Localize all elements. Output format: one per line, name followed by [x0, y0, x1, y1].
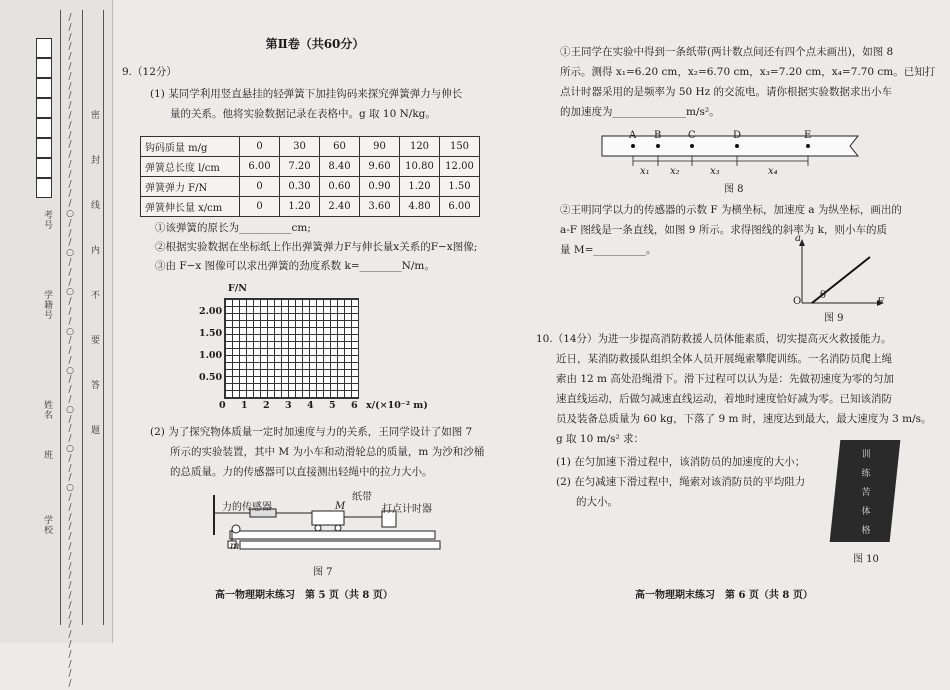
graph-paper[interactable]	[224, 298, 359, 399]
q10-line3: 索由 12 m 高处沿绳滑下。滑下过程可以认为是：先做初速度为零的匀加	[556, 373, 894, 385]
table-base	[240, 541, 440, 549]
margin-rule-2	[82, 10, 83, 625]
point-label: D	[733, 130, 742, 141]
q9-r1-line3: 点计时器采用的是频率为 50 Hz 的交流电。请你根据实验数据求出小车	[560, 86, 893, 98]
track-board	[230, 531, 435, 539]
a-axis-label: a	[795, 233, 801, 244]
table-cell: 3.60	[360, 197, 400, 217]
cart-mass-label: M	[335, 501, 346, 512]
graph-x-label: x/(×10⁻² m)	[366, 400, 428, 411]
segment-label: x₂	[670, 166, 680, 177]
table-cell: 12.00	[440, 157, 480, 177]
figure-9-caption: 图 9	[824, 313, 844, 324]
q9-part2-line1: (2) 为了探究物体质量一定时加速度与力的关系，王同学设计了如图 7	[150, 426, 473, 438]
figure-9-graph	[790, 237, 885, 312]
table-cell: 8.40	[320, 157, 360, 177]
table-cell: 1.50	[440, 177, 480, 197]
left-page-footer: 高一物理期末练习 第 5 页（共 8 页）	[215, 590, 393, 601]
table-cell: 150	[440, 137, 480, 157]
point-label: E	[804, 130, 812, 141]
q10-line6: g 取 10 m/s² 求：	[556, 433, 645, 445]
margin-rule-1	[60, 10, 61, 625]
q9-head: 9.（12分）	[122, 66, 177, 78]
banner-char: 练	[861, 469, 871, 479]
figure-7-caption: 图 7	[313, 567, 333, 578]
y-tick: 1.00	[199, 350, 223, 361]
tape-point	[806, 144, 810, 148]
table-row	[141, 157, 480, 177]
table-cell: 9.60	[360, 157, 400, 177]
q10-line5: 员及装备总质量为 60 kg，下落了 9 m 时，速度达到最大，最大速度为 3 m/s。	[556, 413, 932, 425]
table-cell: 4.80	[400, 197, 440, 217]
table-cell: 2.40	[320, 197, 360, 217]
segment-label: x₃	[710, 166, 720, 177]
q10-sub2-line2: 的大小。	[576, 496, 618, 508]
q9-step2: ②根据实验数据在坐标纸上作出弹簧弹力F与伸长量x关系的F−x图像;	[155, 241, 478, 253]
point-label: B	[654, 130, 662, 141]
table-cell: 60	[320, 137, 360, 157]
banner-char: 格	[861, 526, 871, 536]
figure-10-banner	[846, 446, 886, 541]
table-cell: 0	[240, 177, 280, 197]
point-label: A	[629, 130, 637, 141]
school-label: 学校	[42, 515, 52, 535]
number-box[interactable]	[36, 98, 52, 118]
table-cell: 120	[400, 137, 440, 157]
q9-step3: ③由 F−x 图像可以求出弹簧的劲度系数 k=________N/m。	[155, 260, 435, 272]
q10-line2: 近日，某消防救援队组织全体人员开展绳索攀爬训练。一名消防员爬上绳	[556, 353, 892, 365]
table-cell: 弹簧弹力 F/N	[141, 177, 240, 197]
tape-point	[631, 144, 635, 148]
table-cell: 弹簧总长度 l/cm	[141, 157, 240, 177]
number-box[interactable]	[36, 118, 52, 138]
sensor-label: 力的传感器	[222, 502, 272, 513]
tape-strip	[602, 136, 858, 156]
cart-wheel	[335, 525, 341, 531]
q9-r1-line2: 所示。测得 x₁=6.20 cm，x₂=6.70 cm，x₃=7.20 cm，x₄=7.70 cm。已知打	[560, 66, 936, 78]
q10-line4: 速直线运动，后做匀减速直线运动，着地时速度恰好减为零。已知该消防	[556, 393, 892, 405]
table-cell: 0.90	[360, 177, 400, 197]
name-label: 姓名	[42, 400, 52, 420]
x-tick: 4	[307, 400, 314, 411]
spring-data-table	[140, 136, 480, 217]
q9-part1-line2: 量的关系。他将实验数据记录在表格中。g 取 10 N/kg。	[170, 108, 436, 120]
x-tick: 5	[329, 400, 336, 411]
number-box[interactable]	[36, 178, 52, 198]
segment-label: x₄	[768, 166, 778, 177]
q9-part2-line3: 的总质量。力的传感器可以直接测出轻绳中的拉力大小。	[170, 466, 433, 478]
table-row	[141, 197, 480, 217]
table-cell: 6.00	[440, 197, 480, 217]
q9-r1-line1: ①王同学在实验中得到一条纸带(两计数点间还有四个点未画出)，如图 8	[560, 46, 894, 58]
table-cell: 10.80	[400, 157, 440, 177]
x-tick: 0	[219, 400, 226, 411]
q10-sub2-line1: (2) 在匀减速下滑过程中，绳索对该消防员的平均阻力	[556, 476, 806, 488]
origin-label: O	[793, 296, 802, 307]
cart	[312, 511, 344, 525]
y-tick: 1.50	[199, 328, 223, 339]
table-cell: 0	[240, 197, 280, 217]
right-page-footer: 高一物理期末练习 第 6 页（共 8 页）	[635, 590, 813, 601]
number-box[interactable]	[36, 78, 52, 98]
table-cell: 0.30	[280, 177, 320, 197]
timer-label: 打点计时器	[382, 504, 432, 515]
number-box[interactable]	[36, 38, 52, 58]
x-tick: 1	[241, 400, 248, 411]
number-box[interactable]	[36, 158, 52, 178]
q9-r1-line4: 的加速度为______________m/s²。	[560, 106, 720, 118]
figure-8-caption: 图 8	[724, 184, 744, 195]
student-id-label: 学籍号	[42, 290, 52, 320]
number-box[interactable]	[36, 138, 52, 158]
tape-label: 纸带	[352, 492, 372, 503]
seat-number-label: 考号	[42, 210, 52, 230]
table-cell: 0.60	[320, 177, 360, 197]
y-tick: 0.50	[199, 372, 223, 383]
margin-rule-3	[103, 10, 104, 625]
table-cell: 钩码质量 m/g	[141, 137, 240, 157]
banner-char: 训	[861, 450, 871, 460]
q10-sub1: (1) 在匀加速下滑过程中，该消防员的加速度的大小；	[556, 456, 806, 468]
x-tick: 3	[285, 400, 292, 411]
q10-line1: 10.（14分）为进一步提高消防救援人员体能素质，切实提高灭火救援能力。	[536, 333, 892, 345]
bucket-mass-label: m	[230, 541, 240, 552]
number-box[interactable]	[36, 58, 52, 78]
point-label: C	[688, 130, 696, 141]
class-label: 班	[42, 450, 52, 460]
q9-r2-line3: 量 M=__________。	[560, 244, 657, 256]
q9-step1: ①该弹簧的原长为__________cm;	[155, 222, 311, 234]
segment-label: x₁	[640, 166, 650, 177]
table-cell: 0	[240, 137, 280, 157]
tape-point	[690, 144, 694, 148]
x-tick: 6	[351, 400, 358, 411]
table-cell: 1.20	[280, 197, 320, 217]
table-cell: 1.20	[400, 177, 440, 197]
table-cell: 7.20	[280, 157, 320, 177]
x-tick: 2	[263, 400, 270, 411]
graph-y-label: F/N	[228, 283, 247, 294]
q9-r2-line2: a-F 图线是一条直线，如图 9 所示。求得图线的斜率为 k，则小车的质	[560, 224, 887, 236]
f-axis-label: F	[877, 297, 884, 308]
q9-part2-line2: 所示的实验装置，其中 M 为小车和动滑轮总的质量，m 为沙和沙桶	[170, 446, 485, 458]
cart-wheel	[315, 525, 321, 531]
table-row	[141, 137, 480, 157]
tape-point	[656, 144, 660, 148]
table-cell: 弹簧伸长量 x/cm	[141, 197, 240, 217]
figure-10-caption: 图 10	[853, 554, 879, 565]
tape-point	[735, 144, 739, 148]
table-cell: 90	[360, 137, 400, 157]
table-cell: 30	[280, 137, 320, 157]
table-cell: 6.00	[240, 157, 280, 177]
pulley	[232, 525, 240, 533]
banner-char: 体	[861, 507, 871, 517]
q9-r2-line1: ②王明同学以力的传感器的示数 F 为横坐标，加速度 a 为纵坐标，画出的	[560, 204, 902, 216]
table-row	[141, 177, 480, 197]
seal-line-text: 密 封 线 内 不 要 答 题	[89, 110, 99, 440]
q9-part1-line1: (1) 某同学利用竖直悬挂的轻弹簧下加挂钩码来探究弹簧弹力与伸长	[150, 88, 463, 100]
section-title: 第Ⅱ卷（共60分）	[265, 37, 365, 51]
margin-slash-column: / / / / / / / / / / / / / / / / / / / / ○ / / / ○ / / / ○ / / / ○ / / / ○ / / / ○ / / / ○ / / / ○ / / / / / / / / / / / / / / / / / / / /	[66, 13, 74, 690]
theta-label: θ	[820, 290, 827, 301]
banner-char: 苦	[861, 488, 871, 498]
y-tick: 2.00	[199, 306, 223, 317]
